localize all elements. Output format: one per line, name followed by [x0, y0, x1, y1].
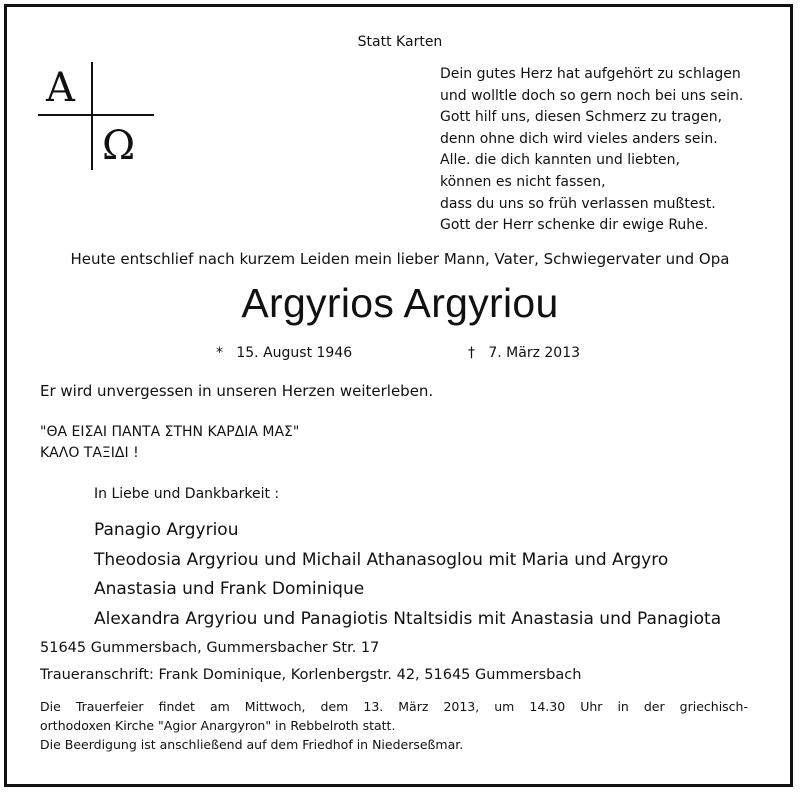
- omega-letter: Ω: [102, 123, 136, 169]
- funeral-line: orthodoxen Kirche "Agior Anargyron" in Rebbelroth statt.: [40, 718, 396, 733]
- funeral-info: [40, 697, 748, 754]
- poem-line: können es nicht fassen,: [440, 173, 606, 190]
- poem-line: denn ohne dich wird vieles anders sein.: [440, 130, 718, 147]
- mourning-address: Traueranschrift: Frank Dominique, Korlenbergstr. 42, 51645 Gummersbach: [40, 667, 582, 683]
- mourner-name: Anastasia und Frank Dominique: [94, 579, 365, 599]
- announcement-intro: Heute entschlief nach kurzem Leiden mein lieber Mann, Vater, Schwiegervater und Opa: [70, 250, 730, 268]
- funeral-line: Die Beerdigung ist anschließend auf dem Friedhof in Niederseßmar.: [40, 737, 464, 752]
- poem-line: Alle. die dich kannten und liebten,: [440, 152, 680, 169]
- deceased-name: Argyrios Argyriou: [241, 280, 559, 326]
- poem-line: Dein gutes Herz hat aufgehört zu schlagen: [440, 66, 741, 82]
- death-date: [468, 345, 580, 361]
- greek-line-2: ΚΑΛΟ ΤΑΞΙΔΙ !: [40, 445, 139, 461]
- poem: [440, 64, 743, 237]
- statt-karten-heading: Statt Karten: [357, 34, 443, 50]
- birth-date-text: 15. August 1946: [236, 345, 353, 361]
- birth-date: [216, 345, 352, 361]
- mourner-name: Panagio Argyriou: [94, 520, 239, 540]
- memory-sentence: Er wird unvergessen in unseren Herzen weiterleben.: [40, 382, 434, 400]
- family-address: 51645 Gummersbach, Gummersbacher Str. 17: [40, 640, 380, 656]
- mourners-intro: In Liebe und Dankbarkeit :: [94, 486, 280, 502]
- death-date-text: 7. März 2013: [488, 345, 581, 361]
- poem-line: dass du uns so früh verlassen mußtest.: [440, 195, 716, 212]
- alpha-letter: A: [46, 65, 75, 111]
- mourner-name: Alexandra Argyriou und Panagiotis Ntaltsidis mit Anastasia und Panagiota: [94, 608, 722, 629]
- cross-vertical-line: [91, 62, 93, 170]
- poem-line: Gott hilf uns, diesen Schmerz zu tragen,: [440, 109, 723, 126]
- mourner-name: Theodosia Argyriou und Michail Athanasoglou mit Maria und Argyro: [94, 549, 669, 570]
- cross-horizontal-line: [38, 114, 154, 116]
- funeral-line: Die Trauerfeier findet am Mittwoch, dem 13. März 2013, um 14.30 Uhr in der griechisch-: [40, 699, 748, 714]
- poem-line: und wolltle doch so gern noch bei uns sein.: [440, 87, 744, 104]
- poem-line: Gott der Herr schenke dir ewige Ruhe.: [440, 217, 709, 234]
- death-cross-icon: †: [468, 345, 475, 361]
- mourners-list: [94, 516, 721, 634]
- greek-line-1: "ΘΑ ΕΙΣΑΙ ΠΑΝΤΑ ΣΤΗΝ ΚΑΡΔΙΑ ΜΑΣ": [40, 424, 300, 440]
- alpha-omega-cross-icon: [38, 62, 170, 172]
- birth-star-icon: *: [216, 345, 223, 361]
